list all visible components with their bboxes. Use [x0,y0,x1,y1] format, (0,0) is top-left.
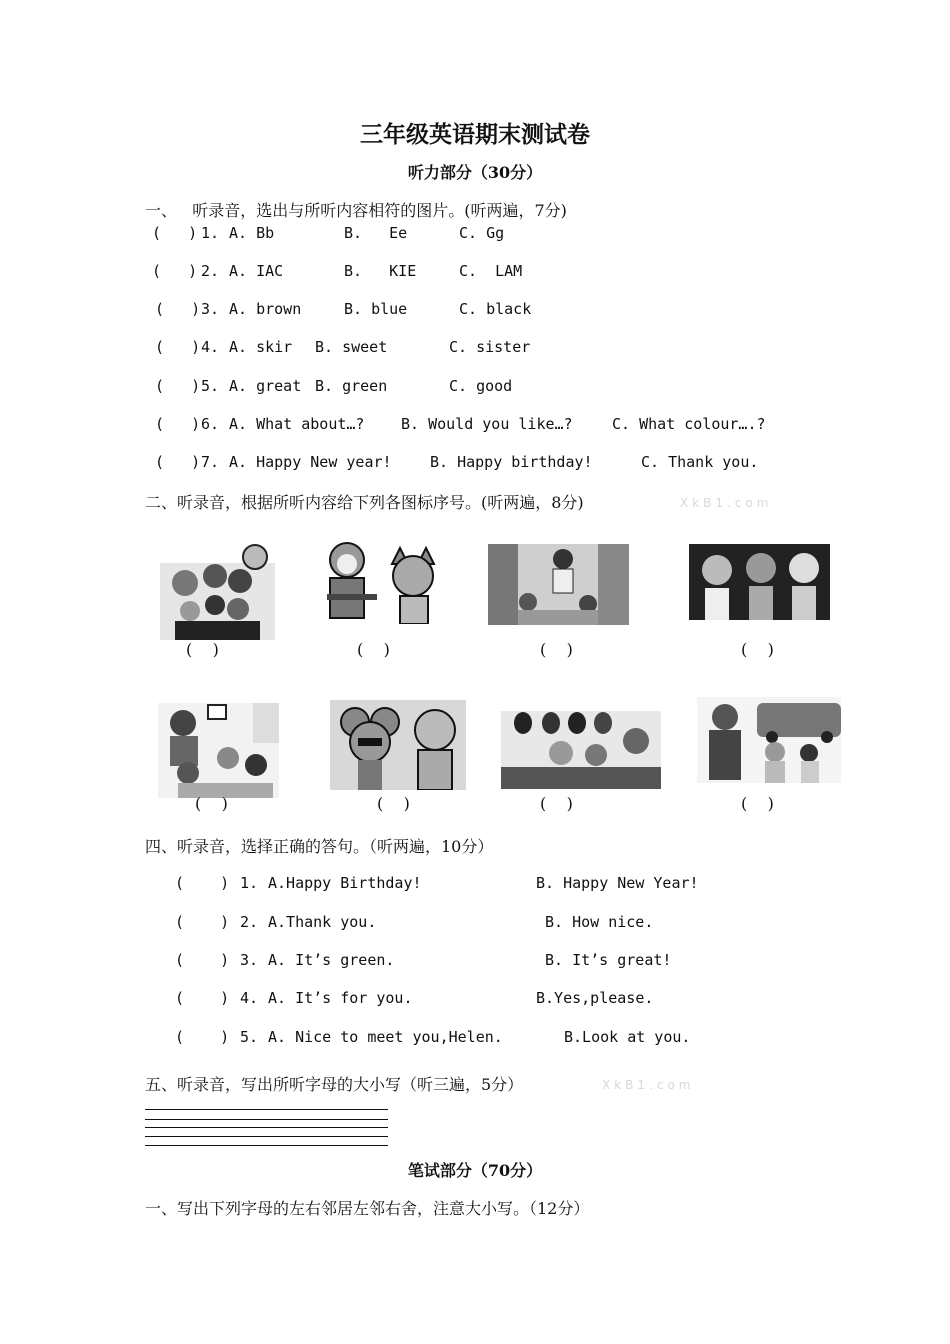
q5-option-a: A. great [229,377,302,395]
mouse-tiger-icon [330,700,466,790]
q5-number: 5. [201,377,220,395]
picture-4-answer-blank[interactable]: ( ) [741,640,774,659]
p4-q5-number: 5. [240,1028,259,1046]
q1-option-a: A. Bb [229,224,275,242]
watermark: XkB1.com [680,496,773,510]
writing-line[interactable] [145,1119,388,1120]
q3-paren: ( ) [155,300,201,318]
q3-option-a: A. brown [229,300,302,318]
writing-line[interactable] [145,1109,388,1110]
p4-q1-option-a: A.Happy Birthday! [268,874,422,892]
picture-2-answer-blank[interactable]: ( ) [357,640,390,659]
p4-q3-option-a: A. It’s green. [268,951,395,969]
q2-paren: ( ) [152,262,198,280]
mother-kids-bus-icon [697,697,841,783]
p4-q5-option-b: B.Look at you. [564,1028,691,1046]
picture-6-answer-blank[interactable]: ( ) [377,794,410,813]
p4-q2-option-a: A.Thank you. [268,913,377,931]
writing-line[interactable] [145,1127,388,1128]
q2-option-a: A. IAC [229,262,284,280]
masks-party-icon [501,711,661,789]
q3-number: 3. [201,300,220,318]
q7-option-c: C. Thank you. [641,453,759,471]
q6-option-b: B. Would you like…? [401,415,573,433]
q6-option-a: A. What about…? [229,415,365,433]
monkey-cat-icon [322,542,449,624]
q3-option-c: C. black [459,300,532,318]
q7-paren: ( ) [155,453,201,471]
classroom-teacher-icon [158,703,279,798]
q5-option-c: C. good [449,377,513,395]
p4-q5-paren: ( ) [175,1028,230,1046]
children-playground-icon [488,544,629,625]
picture-7-answer-blank[interactable]: ( ) [540,794,573,813]
part1-heading: 一、 听录音，选出与所听内容相符的图片。(听两遍，7分) [145,201,567,220]
part5-heading: 五、听录音，写出所听字母的大小写（听三遍，5分） [145,1075,524,1094]
p4-q4-option-b: B.Yes,please. [536,989,654,1007]
p4-q2-option-b: B. How nice. [545,913,654,931]
p4-q1-option-b: B. Happy New Year! [536,874,699,892]
q1-option-b: B. Ee [344,224,408,242]
family-photo-icon [160,543,275,640]
q4-option-c: C. sister [449,338,531,356]
q1-paren: ( ) [152,224,198,242]
q5-paren: ( ) [155,377,201,395]
p4-q1-paren: ( ) [175,874,230,892]
q7-option-b: B. Happy birthday! [430,453,593,471]
q2-option-b: B. KIE [344,262,417,280]
q7-option-a: A. Happy New year! [229,453,392,471]
picture-1-answer-blank[interactable]: ( ) [186,640,219,659]
picture-5-answer-blank[interactable]: ( ) [195,794,228,813]
q6-paren: ( ) [155,415,201,433]
p4-q2-number: 2. [240,913,259,931]
written-part1-heading: 一、写出下列字母的左右邻居左邻右舍，注意大小写。（12分） [145,1199,590,1218]
q6-option-c: C. What colour….? [612,415,766,433]
p4-q2-paren: ( ) [175,913,230,931]
p4-q3-option-b: B. It’s great! [545,951,672,969]
p4-q3-number: 3. [240,951,259,969]
q1-number: 1. [201,224,220,242]
writing-line[interactable] [145,1145,388,1146]
p4-q4-paren: ( ) [175,989,230,1007]
written-header: 笔试部分（70分） [407,1161,543,1180]
q4-option-a: A. skir [229,338,293,356]
q1-option-c: C. Gg [459,224,505,242]
writing-line[interactable] [145,1136,388,1137]
q4-paren: ( ) [155,338,201,356]
picture-8-answer-blank[interactable]: ( ) [741,794,774,813]
q7-number: 7. [201,453,220,471]
q2-number: 2. [201,262,220,280]
part4-heading: 四、听录音，选择正确的答句。（听两遍，10分） [145,837,494,856]
three-kids-icon [689,544,830,620]
part2-heading: 二、听录音，根据所听内容给下列各图标序号。(听两遍，8分) [145,493,584,512]
q2-option-c: C. LAM [459,262,523,280]
listening-header: 听力部分（30分） [407,163,543,182]
page-title: 三年级英语期末测试卷 [360,121,590,148]
p4-q1-number: 1. [240,874,259,892]
q4-option-b: B. sweet [315,338,388,356]
p4-q4-number: 4. [240,989,259,1007]
watermark: XkB1.com [602,1078,695,1092]
p4-q5-option-a: A. Nice to meet you,Helen. [268,1028,503,1046]
picture-3-answer-blank[interactable]: ( ) [540,640,573,659]
q4-number: 4. [201,338,220,356]
q6-number: 6. [201,415,220,433]
q3-option-b: B. blue [344,300,408,318]
p4-q4-option-a: A. It’s for you. [268,989,413,1007]
p4-q3-paren: ( ) [175,951,230,969]
q5-option-b: B. green [315,377,388,395]
